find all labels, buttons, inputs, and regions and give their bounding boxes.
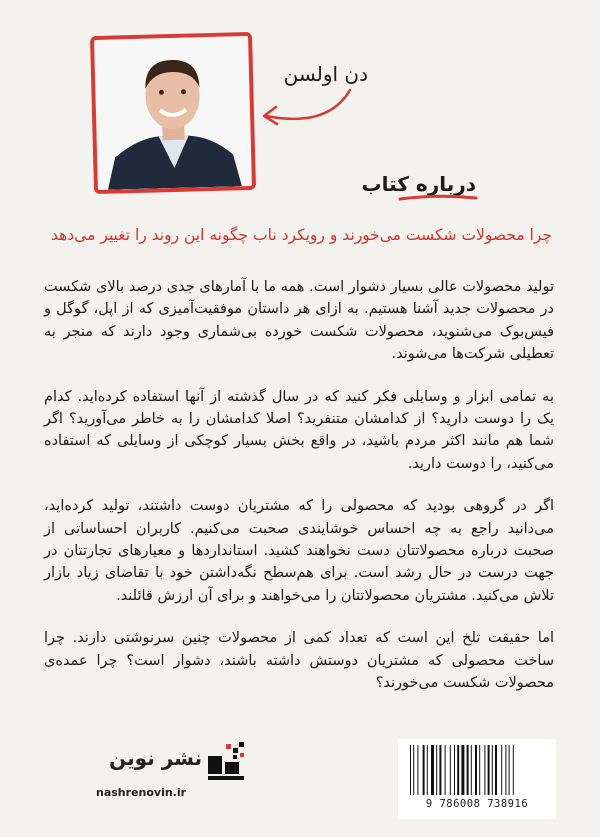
book-description <box>44 276 554 715</box>
author-portrait-illustration <box>94 36 252 190</box>
isbn-number: 9 786008 738916 <box>425 798 529 810</box>
publisher-logo <box>96 740 246 800</box>
barcode-bars <box>408 745 546 797</box>
description-paragraph-3: اگر در گروهی بودید که محصولی را که مشتریان دوست داشتند، تولید کرده‌اید، می‌دانید راجع به چه احساس خوشایندی صحبت می‌کنیم. کاربران احساساتی از صحبت درباره محصولاتتان دست نخواهند کشید. استانداردها و معیارهای تجارتتان در جهت درست در حال رشد است. برای هم‌سطح نگه‌داشتن خود با تقاضای زیاد بازار تلاش می‌کنید. مشتریان محصولاتتان را می‌خواهند و برای آن ارزش قائلند. <box>44 498 554 604</box>
heading-underline <box>398 193 478 203</box>
isbn-barcode <box>398 739 556 819</box>
publisher-url: nashrenovin.ir <box>96 786 187 799</box>
description-paragraph-1: تولید محصولات عالی بسیار دشوار است. همه ما با آمارهای جدی درصد بالای شکست در محصولات جدید آشنا هستیم. به ازای هر داستان موفقیت‌آمیزی که از اپل، گوگل و فیس‌بوک می‌شنوید، محصولات شکست خورده بی‌شماری وجود دارند که منجر به تعطیلی شرکت‌ها می‌شوند. <box>44 279 554 363</box>
author-name: دن اولسن <box>283 62 368 86</box>
about-book-heading: درباره کتاب <box>361 172 476 196</box>
publisher-mark-icon <box>206 740 246 782</box>
hand-drawn-arrow-icon <box>258 80 354 130</box>
author-photo <box>90 32 256 194</box>
description-paragraph-2: به تمامی ابزار و وسایلی فکر کنید که در سال گذشته از آنها استفاده کرده‌اید. کدام یک را دوست دارید؟ از کدامشان متنفرید؟ اصلا کدامشان را به خاطر می‌آورید؟ اگر شما هم مانند اکثر مردم باشید، در واقع بخش بسیار کوچکی از وسایلی که استفاده می‌کنید، را دوست دارید. <box>44 388 554 472</box>
publisher-name: نشر نوین <box>109 746 202 770</box>
book-subtitle: چرا محصولات شکست می‌خورند و رویکرد ناب چگونه این روند را تغییر می‌دهد <box>50 226 552 244</box>
description-paragraph-4: اما حقیقت تلخ این است که تعداد کمی از محصولات چنین سرنوشتی دارند. چرا ساخت محصولی که مشتریان دوستش داشته باشند، دشوار است؟ چرا عمده‌ی محصولات شکست می‌خورند؟ <box>44 630 554 692</box>
